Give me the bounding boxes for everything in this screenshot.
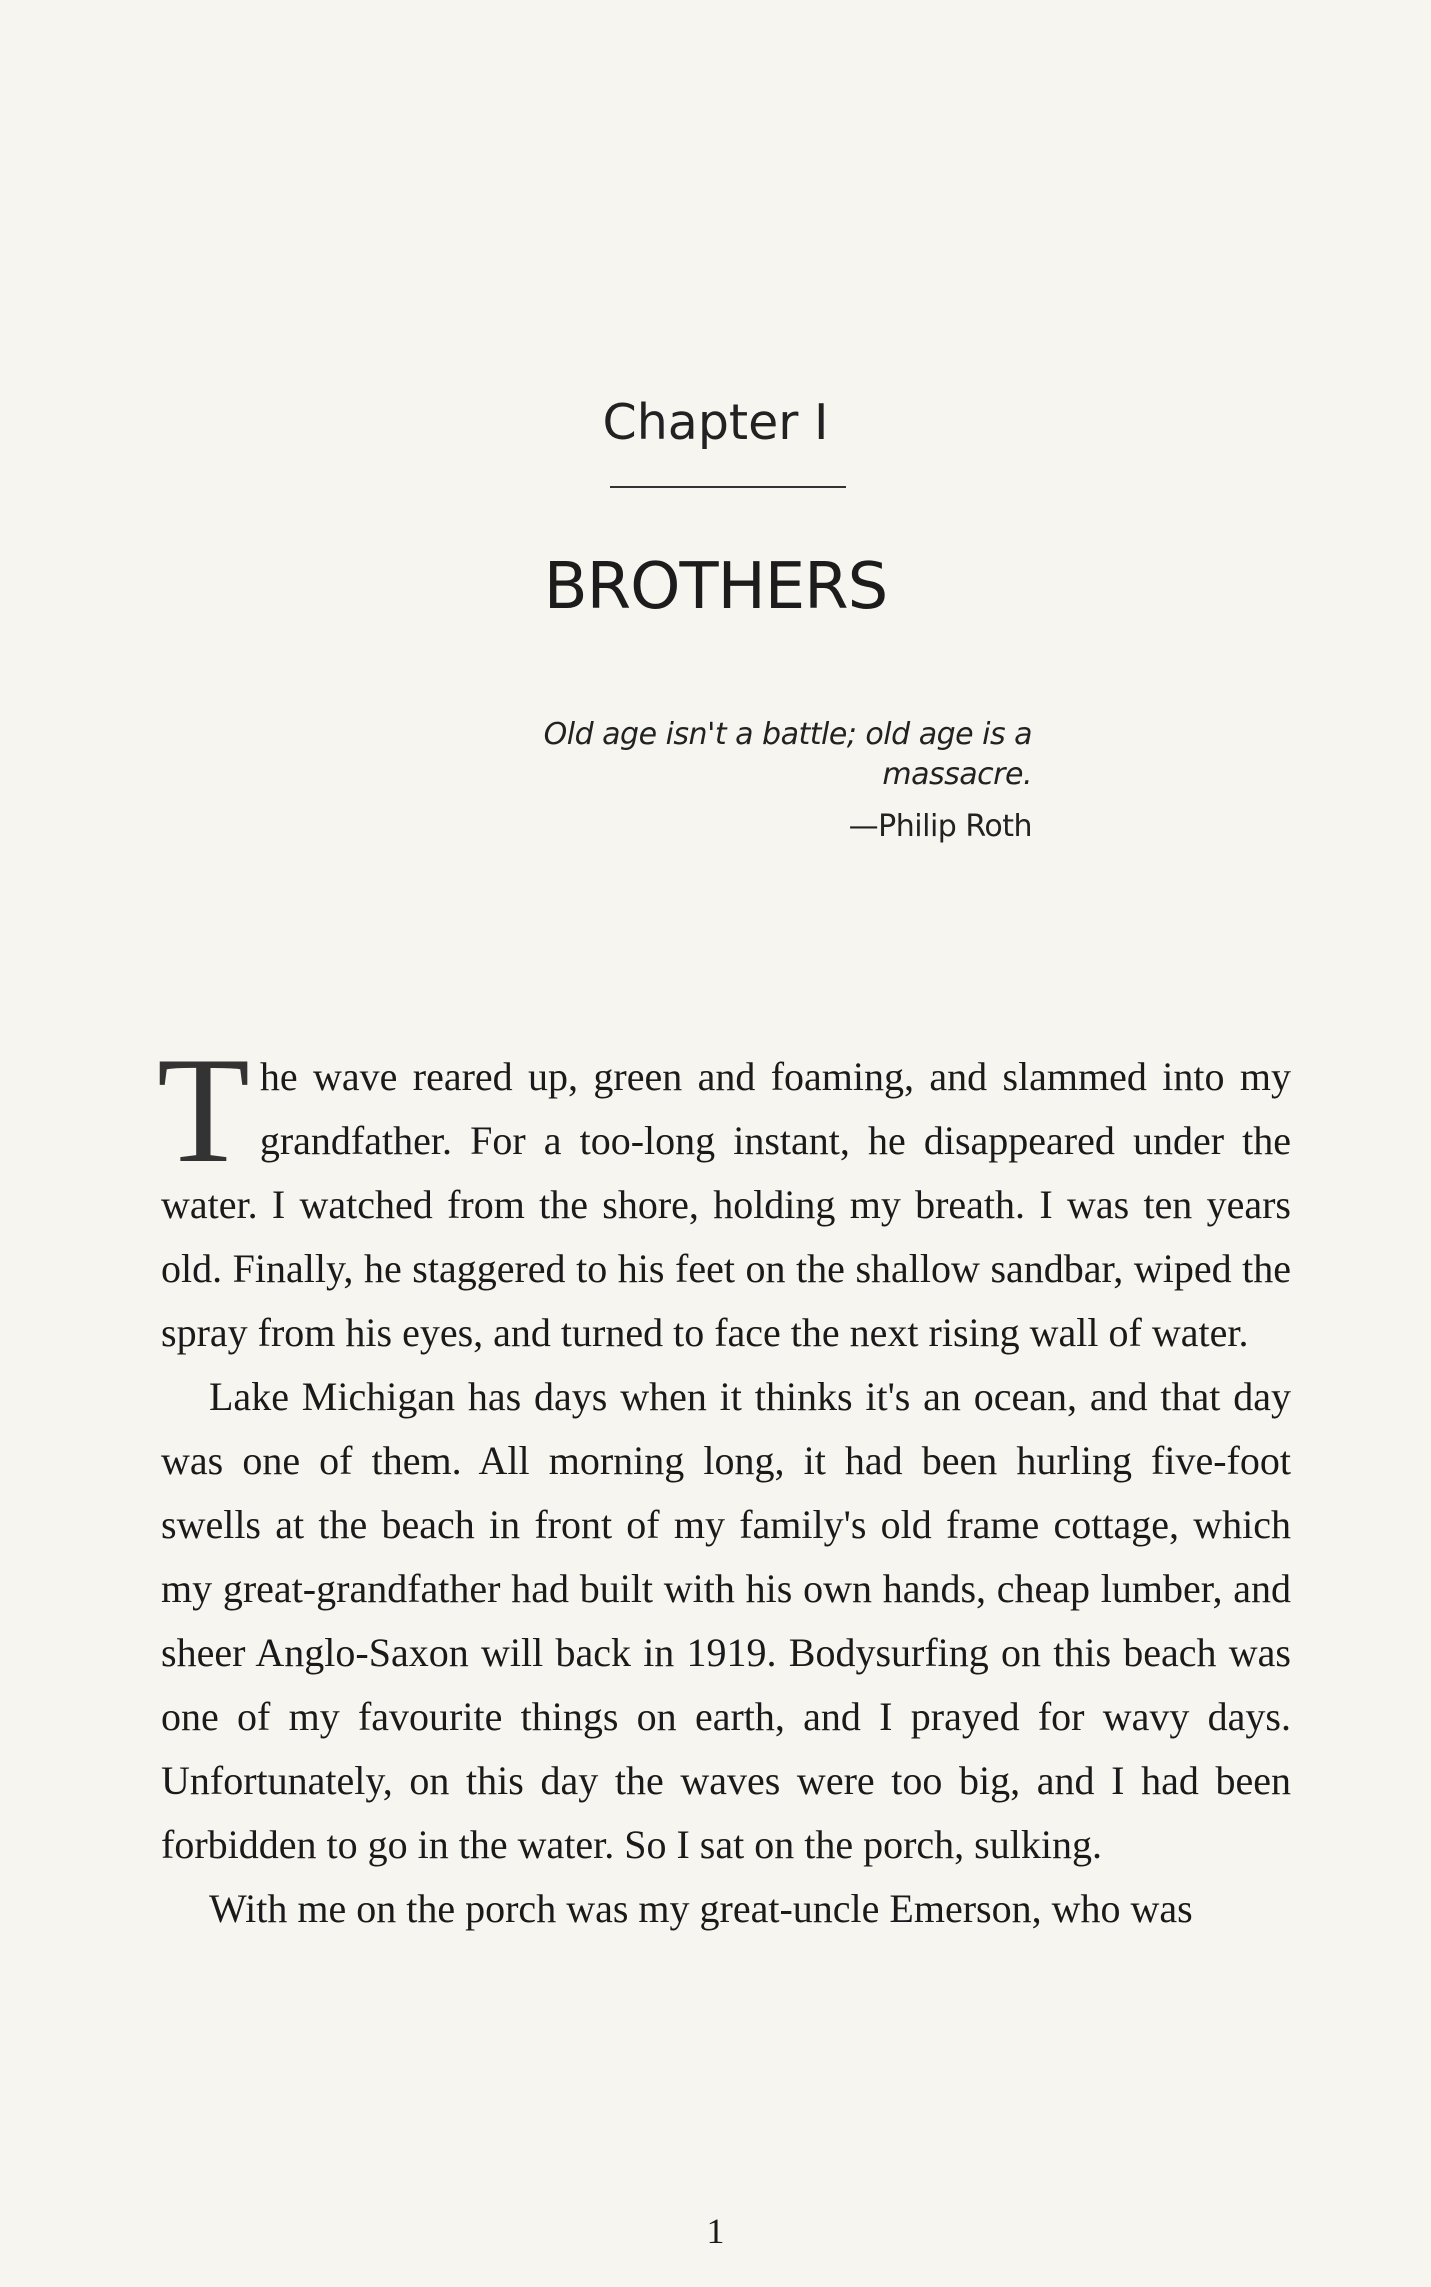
paragraph-1 [157, 1026, 1291, 1365]
chapter-title: BROTHERS [543, 550, 888, 624]
paragraph-1-text: he wave reared up, green and foaming, and slammed into my grandfather. For a too-long instant, he disappeared under the water. I watched from the shore, holding my breath. I was ten years old. Finally, he staggered to his feet on the shallow sandbar, wiped the spray from his eyes, and turned to face the next rising wall of water. [161, 1054, 1291, 1355]
chapter-label: Chapter I [602, 394, 829, 451]
paragraph-3: With me on the porch was my great-uncle Emerson, who was [209, 1886, 1193, 1931]
page-number: 1 [706, 2211, 725, 2251]
body-text [157, 1026, 1291, 1941]
epigraph [420, 715, 1032, 847]
chapter-divider [610, 486, 846, 488]
paragraph-2: Lake Michigan has days when it thinks it's an ocean, and that day was one of them. All morning long, it had been hurling five-foot swells at the beach in front of my family's old frame cottage, which my great-grandfather had built with his own hands, cheap lumber, and sheer Anglo-Saxon will back in 1919. Bodysurfing on this beach was one of my favourite things on earth, and I prayed for wavy days. Unfortunately, on this day the waves were too big, and I had been forbidden to go in the water. So I sat on the porch, sulking. [161, 1374, 1291, 1867]
epigraph-quote: Old age isn't a battle; old age is a massacre. [543, 717, 1032, 792]
epigraph-attribution: —Philip Roth [848, 809, 1032, 844]
drop-cap: T [157, 1026, 250, 1194]
